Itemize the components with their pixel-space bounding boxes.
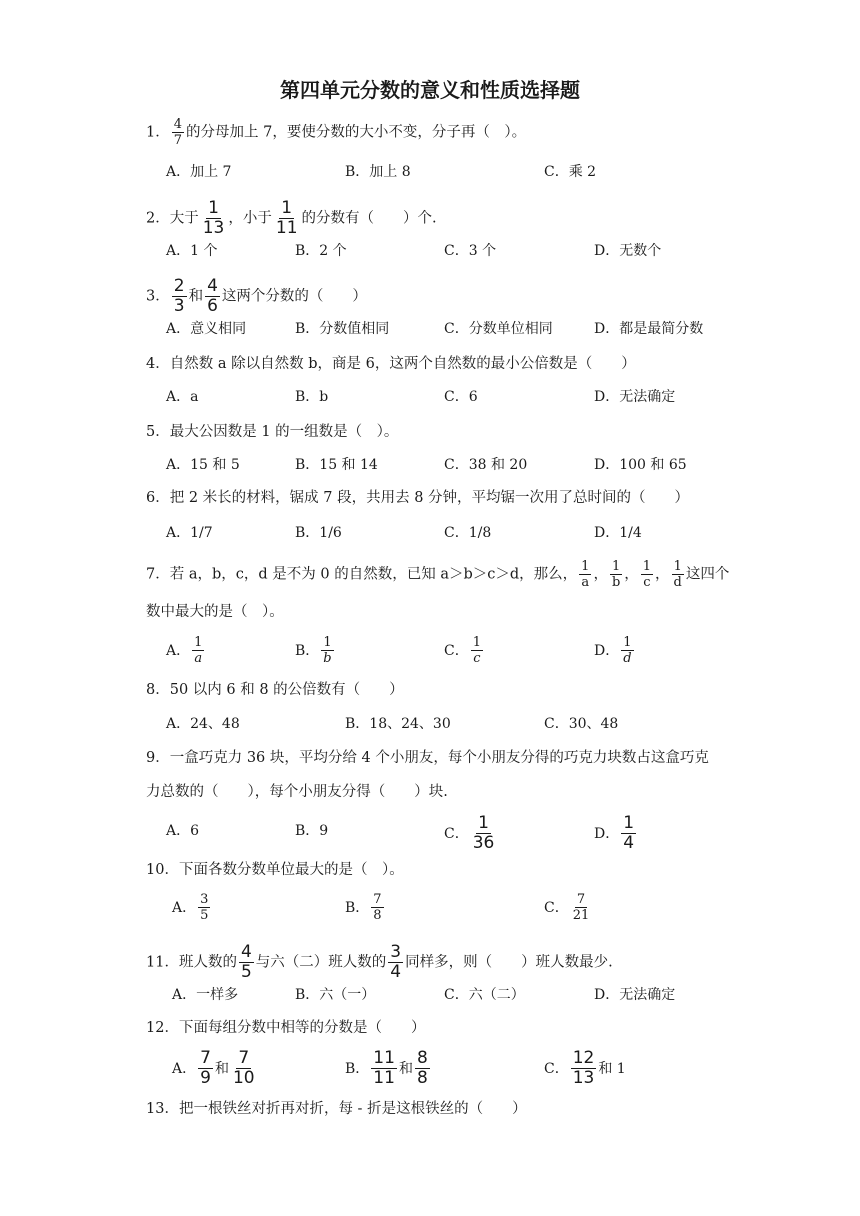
fraction: $\frac{11}{11}$ [373,1048,395,1088]
q5-option-a[interactable]: A．15 和 5 [166,457,240,473]
q12-option-b[interactable]: B． $\frac{11}{11}$ 和 $\frac{8}{8}$ [345,1048,428,1088]
question-5: 5．最大公因数是 1 的一组数是（ ）。 [146,424,399,440]
q6-option-b[interactable]: B．1/6 [295,525,342,541]
q2-option-b[interactable]: B．2 个 [295,243,347,259]
q3-option-d[interactable]: D．都是最简分数 [594,321,704,337]
q9-option-c[interactable]: C． $\frac{1}{36}$ [444,813,495,853]
q5-option-b[interactable]: B．15 和 14 [295,457,378,473]
fraction: $\frac{1}{4}$ [623,813,635,853]
q3-option-c[interactable]: C．分数单位相同 [444,321,553,337]
q6-option-d[interactable]: D．1/4 [594,525,642,541]
fraction: $\frac{1}{11}$ [275,198,298,238]
q7-option-d[interactable]: D． $\frac{1}{d}$ [594,635,632,666]
q11-option-c[interactable]: C．六（二） [444,987,525,1003]
question-8: 8．50 以内 6 和 8 的公倍数有（ ） [146,682,404,698]
q1-option-a[interactable]: A．加上 7 [166,164,232,180]
q6-option-c[interactable]: C．1/8 [444,525,492,541]
page-title: 第四单元分数的意义和性质选择题 [280,78,580,102]
question-4: 4．自然数 a 除以自然数 b，商是 6，这两个自然数的最小公倍数是（ ） [146,356,636,372]
fraction: $\frac{4}{7}$ [173,117,183,148]
q11-option-a[interactable]: A．一样多 [172,987,239,1003]
fraction: $\frac{1}{13}$ [202,198,225,238]
q3-option-b[interactable]: B．分数值相同 [295,321,390,337]
fraction: $\frac{4}{5}$ [240,942,252,982]
fraction: $\frac{1}{b}$ [611,559,621,590]
fraction: $\frac{1}{a}$ [581,559,590,590]
question-9: 9．一盒巧克力 36 块，平均分给 4 个小朋友，每个小朋友分得的巧克力块数占这盒巧克 [146,750,709,766]
question-13: 13．把一根铁丝对折再对折，每 - 折是这根铁丝的（ ） [146,1101,527,1117]
question-11: 11．班人数的 $\frac{4}{5}$ 与六（二）班人数的 $\frac{3}{4}$ 同样多，则（ ）班人数最少. [146,942,613,982]
q3-option-a[interactable]: A．意义相同 [166,321,247,337]
question-7: 7．若 a，b，c，d 是不为 0 的自然数，已知 a＞b＞c＞d，那么， $\frac{1}{a}$ ， $\frac{1}{b}$ ， $\frac{1}{c}$ ， $\frac{1}{d}$ 这四个 [146,559,730,590]
q1-option-c[interactable]: C．乘 2 [544,164,597,180]
fraction: $\frac{1}{d}$ [673,559,682,590]
q2-option-c[interactable]: C．3 个 [444,243,497,259]
q5-option-c[interactable]: C．38 和 20 [444,457,528,473]
q11-option-d[interactable]: D．无法确定 [594,987,676,1003]
q11-option-b[interactable]: B．六（一） [295,987,376,1003]
q10-option-a[interactable]: A． $\frac{3}{5}$ [172,892,209,923]
q8-option-c[interactable]: C．30、48 [544,716,619,732]
fraction: $\frac{4}{6}$ [207,276,218,316]
fraction: $\frac{7}{10}$ [232,1048,255,1088]
q4-option-a[interactable]: A．a [166,389,199,405]
fraction: $\frac{1}{c}$ [642,559,652,590]
q6-option-a[interactable]: A．1/7 [166,525,213,541]
question-6: 6．把 2 米长的材料，锯成 7 段，共用去 8 分钟，平均锯一次用了总时间的（ ） [146,490,690,506]
fraction: $\frac{1}{a}$ [194,635,203,666]
q8-option-a[interactable]: A．24、48 [166,716,240,732]
fraction: $\frac{1}{b}$ [323,635,332,666]
fraction: $\frac{7}{21}$ [572,892,590,923]
question-3: 3． $\frac{2}{3}$ 和 $\frac{4}{6}$ 这两个分数的（ ） [146,276,367,316]
fraction: $\frac{3}{4}$ [390,942,402,982]
fraction: $\frac{3}{5}$ [200,892,209,923]
q7-option-a[interactable]: A． $\frac{1}{a}$ [166,635,203,666]
question-7-line-2: 数中最大的是（ ）。 [146,604,284,620]
fraction: $\frac{2}{3}$ [173,276,185,316]
fraction: $\frac{8}{8}$ [416,1048,428,1088]
fraction: $\frac{1}{36}$ [472,813,495,853]
q7-option-c[interactable]: C． $\frac{1}{c}$ [444,635,481,666]
q12-option-c[interactable]: C． $\frac{12}{13}$ 和 1 [544,1048,626,1088]
q9-option-b[interactable]: B．9 [295,823,329,839]
q9-option-a[interactable]: A．6 [166,823,200,839]
q10-option-c[interactable]: C． $\frac{7}{21}$ [544,892,590,923]
q12-option-a[interactable]: A． $\frac{7}{9}$ 和 $\frac{7}{10}$ [172,1048,255,1088]
fraction: $\frac{12}{13}$ [572,1048,595,1088]
q5-option-d[interactable]: D．100 和 65 [594,457,687,473]
q9-option-d[interactable]: D． $\frac{1}{4}$ [594,813,635,853]
fraction: $\frac{7}{8}$ [373,892,382,923]
q10-option-b[interactable]: B． $\frac{7}{8}$ [345,892,382,923]
question-9-line-2: 力总数的（ ），每个小朋友分得（ ）块. [146,784,448,800]
fraction: $\frac{1}{d}$ [623,635,632,666]
q4-option-d[interactable]: D．无法确定 [594,389,676,405]
q4-option-b[interactable]: B．b [295,389,329,405]
question-12: 12．下面每组分数中相等的分数是（ ） [146,1020,426,1036]
q2-option-d[interactable]: D．无数个 [594,243,662,259]
q8-option-b[interactable]: B．18、24、30 [345,716,451,732]
question-2: 2．大于 $\frac{1}{13}$ ，小于 $\frac{1}{11}$ 的分数有（ ）个. [146,198,437,238]
fraction: $\frac{1}{c}$ [472,635,481,666]
q1-option-b[interactable]: B．加上 8 [345,164,411,180]
q7-option-b[interactable]: B． $\frac{1}{b}$ [295,635,332,666]
q4-option-c[interactable]: C．6 [444,389,478,405]
fraction: $\frac{7}{9}$ [200,1048,211,1088]
q2-option-a[interactable]: A．1 个 [166,243,218,259]
question-1: 1． $\frac{4}{7}$ 的分母加上 7，要使分数的大小不变，分子再（ ）。 [146,117,527,148]
question-10: 10．下面各数分数单位最大的是（ ）。 [146,862,404,878]
